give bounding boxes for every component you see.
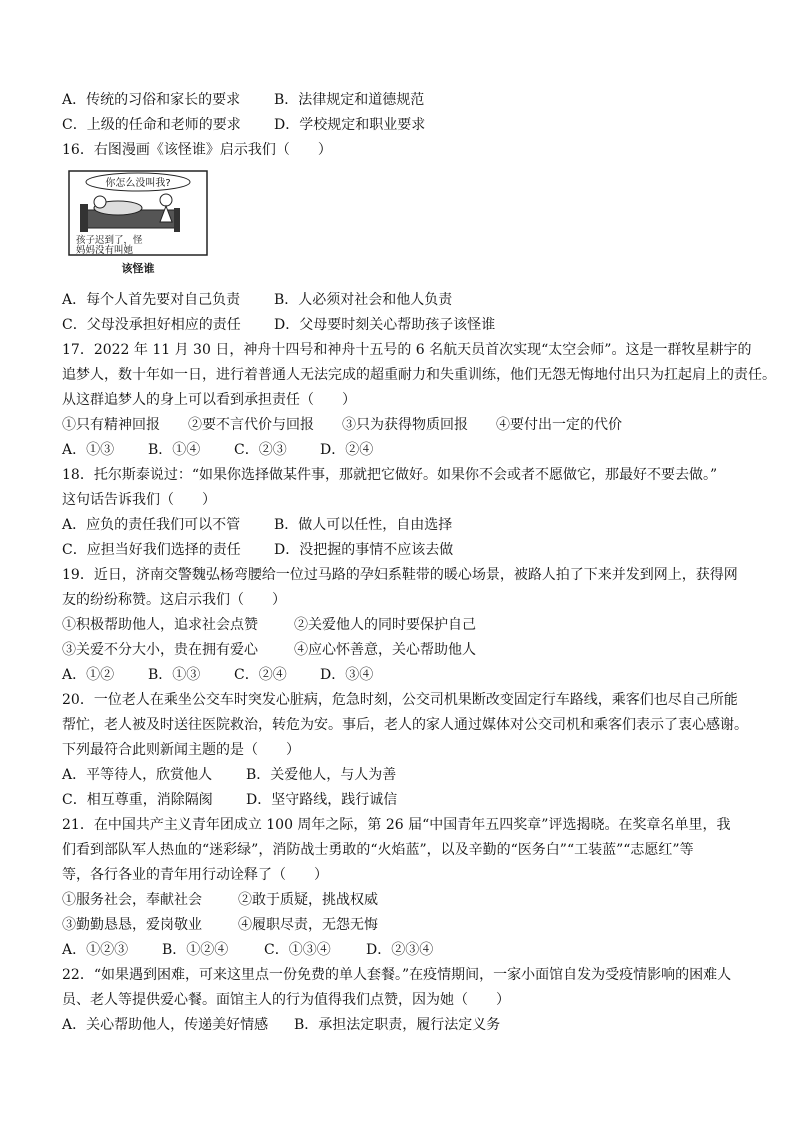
q15-option-d: D．学校规定和职业要求 — [274, 117, 426, 133]
q20-stem-line2: 帮忙，老人被及时送往医院救治，转危为安。事后，老人的家人通过媒体对公交司机和乘客们表示了衷心感谢。 — [62, 717, 748, 733]
q18-stem-line1: 18．托尔斯泰说过：“如果你选择做某件事，那就把它做好。如果你不会或者不愿做它，那最好不要去做。” — [62, 467, 718, 483]
q17-stem-line2: 追梦人，数十年如一日，进行着普通人无法完成的超重耐力和失重训练，他们无怨无悔地付出只为扛起肩上的责任。 — [62, 367, 776, 383]
cartoon-speech-text: 你怎么没叫我? — [105, 178, 171, 189]
q15-option-a: A．传统的习俗和家长的要求 — [62, 92, 241, 108]
q21-stem-line2: 们看到部队军人热血的“迷彩绿”，消防战士勇敢的“火焰蓝”，以及辛勤的“医务白”“工装蓝”“志愿红”等 — [62, 842, 694, 858]
cartoon-caption-line2: 妈妈没有叫她 — [76, 245, 134, 256]
cartoon-drawing — [68, 170, 208, 280]
q20-stem-line3: 下列最符合此则新闻主题的是（ ） — [62, 742, 300, 758]
q17-option-a: A．①③ — [62, 442, 115, 458]
q21-option-c: C．①③④ — [264, 942, 331, 958]
q21-item-3: ③勤勤恳恳，爱岗敬业 — [62, 917, 202, 933]
q15-option-c: C．上级的任命和老师的要求 — [62, 117, 241, 133]
q20-option-b: B．关爱他人，与人为善 — [246, 767, 397, 783]
q18-option-a: A．应负的责任我们可以不管 — [62, 517, 241, 533]
q18-option-b: B．做人可以任性，自由选择 — [274, 517, 453, 533]
q19-option-c: C．②④ — [234, 667, 287, 683]
q16-stem: 16．右图漫画《该怪谁》启示我们（ ） — [62, 142, 332, 158]
q16-option-b: B．人必须对社会和他人负责 — [274, 292, 453, 308]
q19-stem-line1: 19．近日，济南交警魏弘杨弯腰给一位过马路的孕妇系鞋带的暖心场景，被路人拍了下来并发到网上，获得网 — [62, 567, 738, 583]
q17-stem-line3: 从这群追梦人的身上可以看到承担责任（ ） — [62, 392, 356, 408]
q16-cartoon-image — [68, 170, 208, 280]
q21-option-b: B．①②④ — [162, 942, 229, 958]
q21-item-1: ①服务社会，奉献社会 — [62, 892, 202, 908]
q18-option-d: D．没把握的事情不应该去做 — [274, 542, 454, 558]
cartoon-title: 该怪谁 — [121, 262, 155, 275]
q21-item-2: ②敢于质疑，挑战权威 — [238, 892, 378, 908]
q19-option-d: D．③④ — [320, 667, 374, 683]
q19-item-2: ②关爱他人的同时要保护自己 — [294, 617, 476, 633]
q20-stem-line1: 20．一位老人在乘坐公交车时突发心脏病，危急时刻，公交司机果断改变固定行车路线，乘客们也尽自己所能 — [62, 692, 738, 708]
q19-item-1: ①积极帮助他人，追求社会点赞 — [62, 617, 258, 633]
q20-option-d: D．坚守路线，践行诚信 — [246, 792, 398, 808]
q19-option-a: A．①② — [62, 667, 115, 683]
q17-stem-line1: 17．2022 年 11 月 30 日，神舟十四号和神舟十五号的 6 名航天员首次实现“太空会师”。这是一群牧星耕宇的 — [62, 342, 752, 358]
q22-option-a: A．关心帮助他人，传递美好情感 — [62, 1017, 269, 1033]
q21-stem-line1: 21．在中国共产主义青年团成立 100 周年之际，第 26 届“中国青年五四奖章”评选揭晓。在奖章名单里，我 — [62, 817, 731, 833]
q21-stem-line3: 等，各行各业的青年用行动诠释了（ ） — [62, 867, 328, 883]
q17-option-c: C．②③ — [234, 442, 287, 458]
q16-option-a: A．每个人首先要对自己负责 — [62, 292, 241, 308]
q16-option-c: C．父母没承担好相应的责任 — [62, 317, 241, 333]
q21-item-4: ④履职尽责，无怨无悔 — [238, 917, 378, 933]
q16-option-d: D．父母要时刻关心帮助孩子该怪谁 — [274, 317, 496, 333]
q22-option-b: B．承担法定职责，履行法定义务 — [294, 1017, 501, 1033]
q19-item-4: ④应心怀善意，关心帮助他人 — [294, 642, 476, 658]
q17-option-d: D．②④ — [320, 442, 374, 458]
q17-items: ①只有精神回报 ②要不言代价与回报 ③只为获得物质回报 ④要付出一定的代价 — [62, 417, 622, 433]
q18-option-c: C．应担当好我们选择的责任 — [62, 542, 241, 558]
q19-item-3: ③关爱不分大小，贵在拥有爱心 — [62, 642, 258, 658]
q22-stem-line1: 22．“如果遇到困难，可来这里点一份免费的单人套餐。”在疫情期间，一家小面馆自发为受疫情影响的困难人 — [62, 967, 732, 983]
q22-stem-line2: 员、老人等提供爱心餐。面馆主人的行为值得我们点赞，因为她（ ） — [62, 992, 510, 1008]
q21-option-a: A．①②③ — [62, 942, 129, 958]
q18-stem-line2: 这句话告诉我们（ ） — [62, 492, 216, 508]
q19-stem-line2: 友的纷纷称赞。这启示我们（ ） — [62, 592, 286, 608]
q17-option-b: B．①④ — [148, 442, 201, 458]
q20-option-c: C．相互尊重，消除隔阂 — [62, 792, 213, 808]
q21-option-d: D．②③④ — [366, 942, 434, 958]
cartoon-caption-line1: 孩子迟到了，怪 — [76, 235, 143, 246]
q19-option-b: B．①③ — [148, 667, 201, 683]
q20-option-a: A．平等待人，欣赏他人 — [62, 767, 213, 783]
q15-option-b: B．法律规定和道德规范 — [274, 92, 425, 108]
